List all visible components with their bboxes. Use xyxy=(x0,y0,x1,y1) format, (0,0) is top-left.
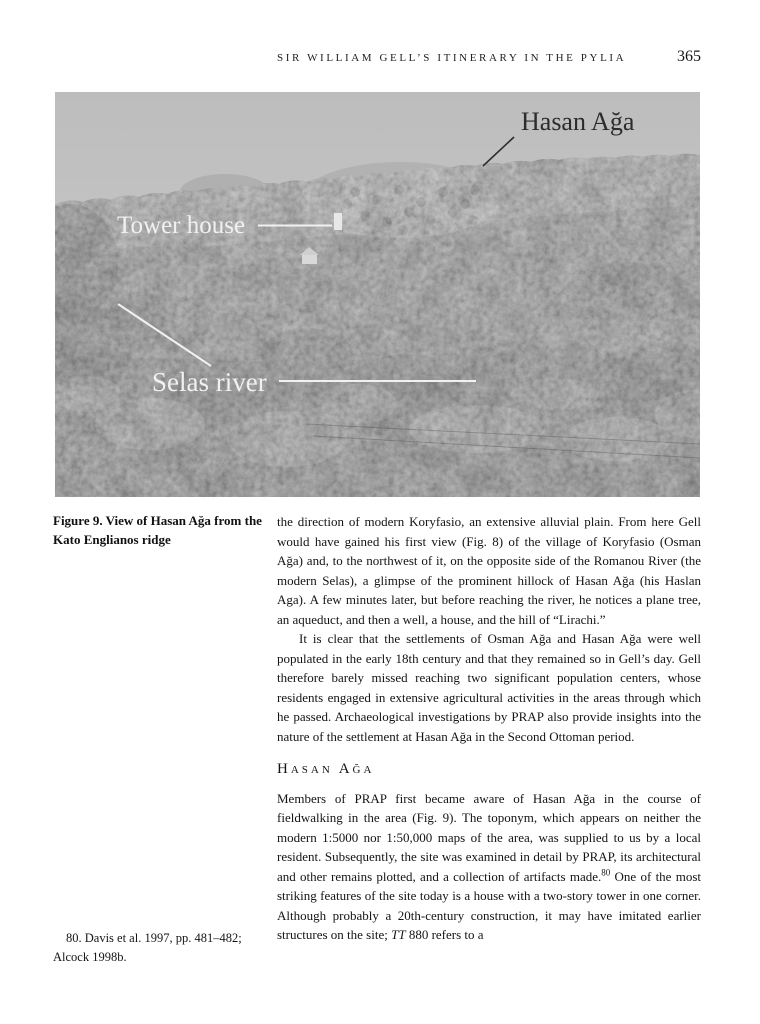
paragraph-text: One of the most striking features of the site today is a house with a two-story tower in one corner. Although probably a 20th-century construction, it may have imitated earlier structures on the site; xyxy=(277,868,701,942)
paragraph-hasan-aga xyxy=(277,789,701,945)
photo-label-tower-house: Tower house xyxy=(117,212,246,239)
footnote-80: 80. Davis et al. 1997, pp. 481–482; Alcock 1998b. xyxy=(53,931,242,964)
italic-abbreviation-tt: TT xyxy=(391,927,406,942)
figure-caption: Figure 9. View of Hasan Ağa from the Kato Englianos ridge xyxy=(53,513,262,547)
photo-label-selas-river: Selas river xyxy=(152,367,267,397)
running-title: SIR WILLIAM GELL’S ITINERARY IN THE PYLIA xyxy=(277,52,627,64)
running-header xyxy=(277,48,701,66)
footnote-reference-80: 80 xyxy=(601,867,611,878)
paragraph-settlements: It is clear that the settlements of Osman Ağa and Hasan Ağa were well populated in the early 18th century and that they remained so in Gell’s day. Gell therefore barely missed reaching two significant population centers, whose residents engaged in extensive agricultural activities in the areas through which he passed. Archaeological investigations by PRAP also provide insights into the nature of the settlement at Hasan Ağa in the Second Ottoman period. xyxy=(277,631,701,744)
page-number: 365 xyxy=(677,48,701,65)
paragraph-continuation: the direction of modern Koryfasio, an extensive alluvial plain. From here Gell would have gained his first view (Fig. 8) of the village of Koryfasio (Osman Ağa) and, to the northwest of it, on the opposite side of the Romanou River (the modern Selas), a glimpse of the prominent hillock of Hasan Ağa (his Haslan Aga). A few minutes later, but before reaching the river, he notices a plane tree, an aqueduct, and then a well, a house, and the hill of “Lirachi.” xyxy=(277,514,701,627)
figure-9-photograph xyxy=(55,92,700,497)
paragraph-text: 880 refers to a xyxy=(405,927,484,942)
landscape-photo-canvas xyxy=(55,92,700,497)
body-text-column xyxy=(277,512,701,945)
section-heading-hasan-aga: Hasan Ağa xyxy=(277,761,375,777)
photo-label-hasan-aga: Hasan Ağa xyxy=(521,107,635,136)
tower-structure xyxy=(334,213,342,230)
paragraph-text: Members of PRAP first became aware of Hasan Ağa in the course of fieldwalking in the area (Fig. 9). The toponym, which appears on neither the modern 1:5000 nor 1:50,000 maps of the area, was supplied to us by a local resident. Subsequently, the site was examined in detail by PRAP, its architectural and other remains plotted, and a collection of artifacts made. xyxy=(277,790,701,884)
